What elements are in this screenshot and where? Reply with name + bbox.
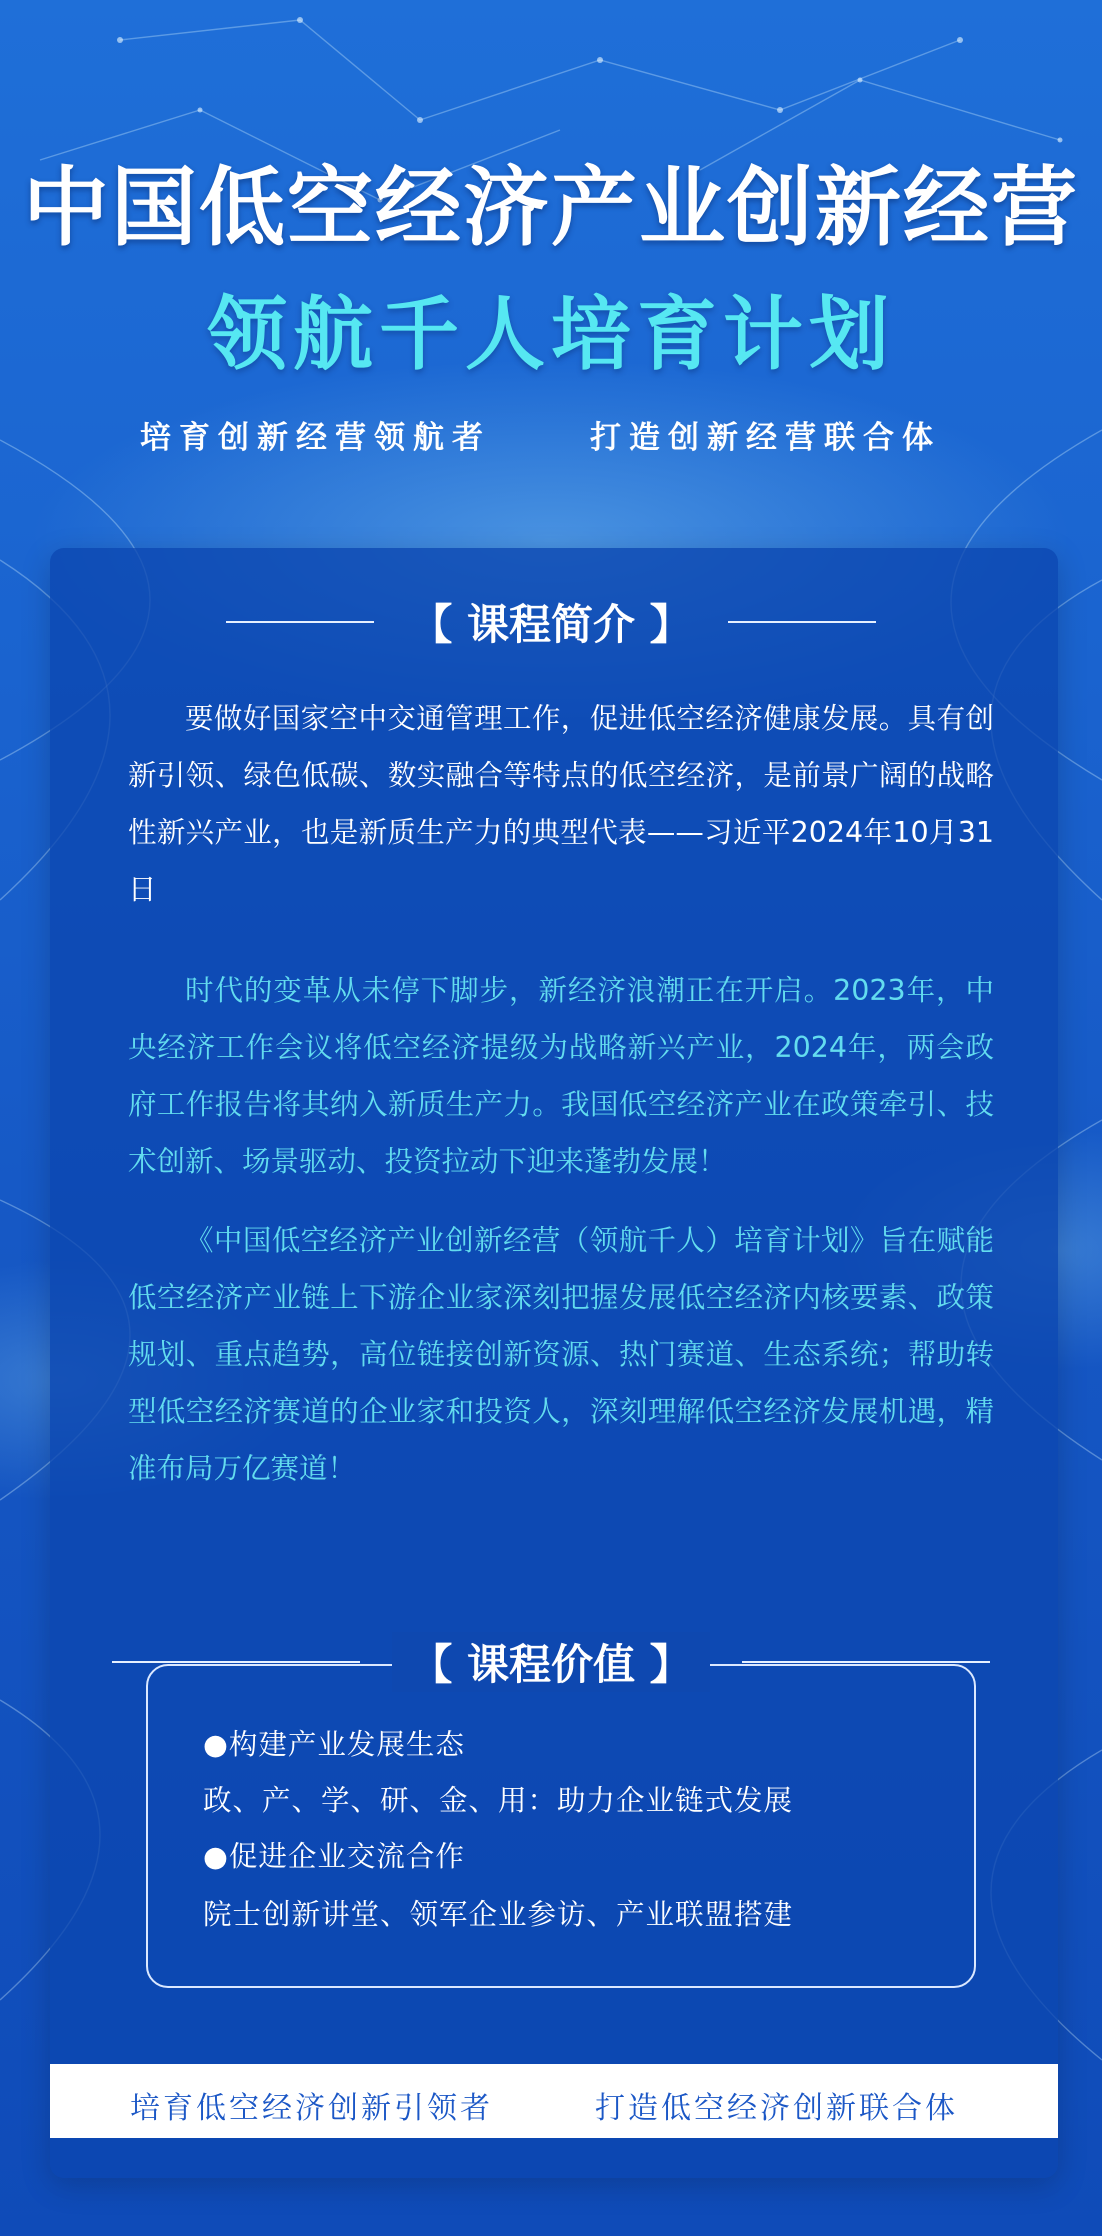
main-title: 中国低空经济产业创新经营 — [23, 158, 1079, 258]
intro-heading-text: 【 课程简介 】 — [410, 600, 692, 649]
intro-heading — [0, 592, 1102, 652]
value-heading — [0, 1632, 1102, 1692]
footer-slogan-right: 打造低空经济创新联合体 — [595, 2091, 958, 2126]
heading-divider-right — [728, 621, 876, 623]
footer-slogan-left: 培育低空经济创新引领者 — [130, 2091, 493, 2126]
value-box — [146, 1664, 976, 1988]
value-item-cooperation-desc: 院士创新讲堂、领军企业参访、产业联盟搭建 — [203, 1898, 794, 1931]
value-heading-text: 【 课程价值 】 — [392, 1632, 709, 1692]
intro-paragraph-background: 时代的变革从未停下脚步，新经济浪潮正在开启。2023年，中央经济工作会议将低空经济提级为战略新兴产业，2024年，两会政府工作报告将其纳入新质生产力。我国低空经济产业在政策牵引、技术创新、场景驱动、投资拉动下迎来蓬勃发展！ — [128, 974, 994, 1178]
intro-paragraph-quote: 要做好国家空中交通管理工作，促进低空经济健康发展。具有创新引领、绿色低碳、数实融合等特点的低空经济，是前景广阔的战略性新兴产业，也是新质生产力的典型代表——习近平2024年10月31日 — [128, 702, 994, 906]
heading-divider-left — [226, 621, 374, 623]
subtitle: 领航千人培育计划 — [207, 288, 895, 381]
value-item-ecosystem-desc: 政、产、学、研、金、用：助力企业链式发展 — [203, 1784, 794, 1817]
heading-divider-left — [112, 1661, 360, 1663]
slogan-right: 打造创新经营联合体 — [590, 420, 941, 456]
heading-divider-right — [742, 1661, 990, 1663]
intro-paragraph-plan: 《中国低空经济产业创新经营（领航千人）培育计划》旨在赋能低空经济产业链上下游企业家深刻把握发展低空经济内核要素、政策规划、重点趋势，高位链接创新资源、热门赛道、生态系统；帮助转型低空经济赛道的企业家和投资人，深刻理解低空经济发展机遇，精准布局万亿赛道！ — [128, 1224, 994, 1485]
value-item-ecosystem-title: ●构建产业发展生态 — [203, 1728, 465, 1761]
slogan-left: 培育创新经营领航者 — [140, 420, 491, 456]
value-item-cooperation-title: ●促进企业交流合作 — [203, 1840, 465, 1873]
